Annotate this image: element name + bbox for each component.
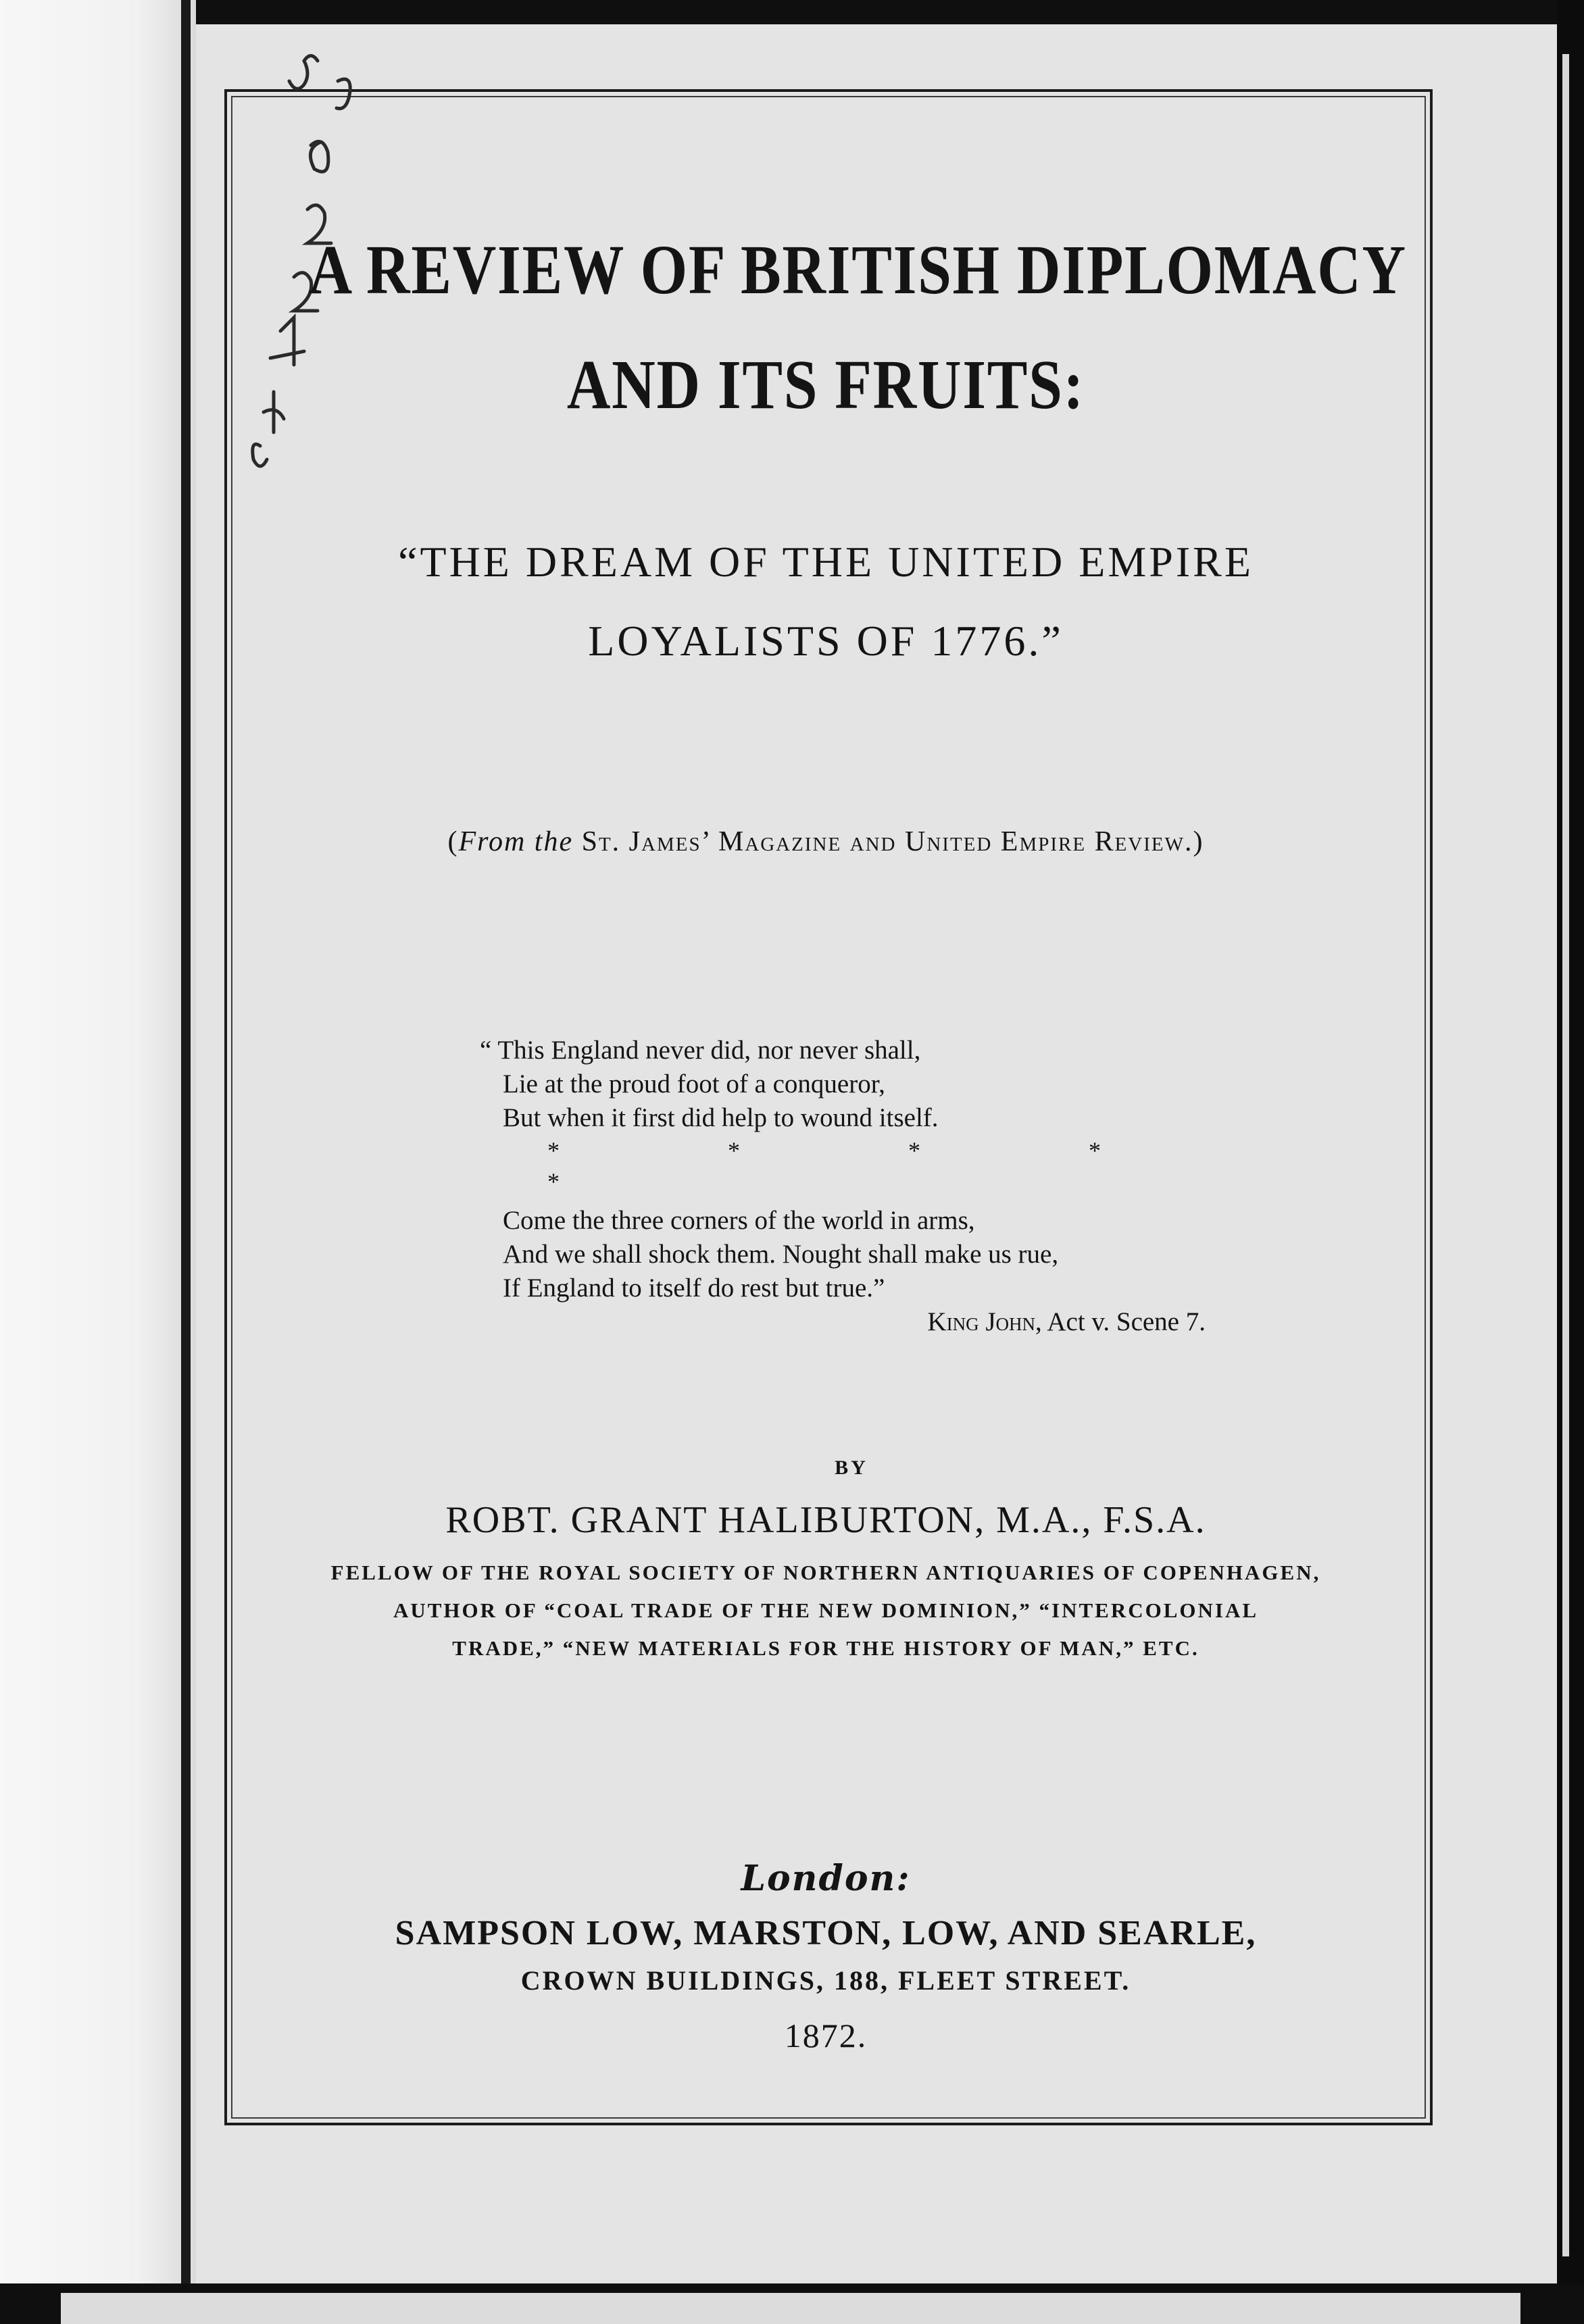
scan-bottom-border: [0, 2283, 1584, 2324]
epigraph: [480, 1034, 1358, 1339]
epigraph-line: Lie at the proud foot of a conqueror,: [503, 1069, 885, 1098]
epigraph-line: And we shall shock them. Nought shall make us rue,: [503, 1240, 1059, 1269]
author-credential: TRADE,” “NEW MATERIALS FOR THE HISTORY OF MAN,” ETC.: [452, 1636, 1199, 1660]
source-from: From the: [458, 826, 574, 857]
source-note: (From the St. James’ Magazine and United Empire Review.): [447, 826, 1204, 857]
scan-right-border: [1557, 0, 1584, 2324]
title-line-1: A REVIEW OF BRITISH DIPLOMACY: [308, 231, 1407, 309]
epigraph-stars: * * * * *: [547, 1137, 1182, 1195]
epigraph-line: “ This England never did, nor never shall,: [480, 1036, 921, 1065]
imprint-year: 1872.: [784, 2017, 868, 2054]
epigraph-attribution: King John, Act v. Scene 7.: [927, 1307, 1206, 1336]
scan-left-margin: [0, 0, 196, 2324]
scan-top-border: [0, 0, 1584, 24]
author-credential: AUTHOR OF “COAL TRADE OF THE NEW DOMINION,” “INTERCOLONIAL: [393, 1598, 1259, 1622]
imprint-publisher: SAMPSON LOW, MARSTON, LOW, AND SEARLE,: [395, 1914, 1257, 1952]
source-publication: St. James’ Magazine and United Empire Review.: [581, 826, 1193, 857]
imprint-address: CROWN BUILDINGS, 188, FLEET STREET.: [520, 1965, 1131, 1996]
author-name: ROBT. GRANT HALIBURTON, M.A., F.S.A.: [445, 1499, 1206, 1541]
epigraph-line: But when it first did help to wound itself.: [503, 1103, 939, 1132]
subtitle-line-1: “THE DREAM OF THE UNITED EMPIRE: [398, 538, 1254, 586]
epigraph-line: Come the three corners of the world in arms,: [503, 1206, 975, 1235]
author-credential: FELLOW OF THE ROYAL SOCIETY OF NORTHERN ANTIQUARIES OF COPENHAGEN,: [330, 1561, 1321, 1584]
byline-by: BY: [835, 1457, 868, 1479]
page-gutter-edge: [181, 0, 191, 2324]
title-line-2: AND ITS FRUITS:: [566, 346, 1085, 424]
epigraph-line: If England to itself do rest but true.”: [503, 1273, 885, 1303]
imprint-place: London:: [741, 1858, 911, 1899]
subtitle-line-2: LOYALISTS OF 1776.”: [588, 617, 1064, 665]
